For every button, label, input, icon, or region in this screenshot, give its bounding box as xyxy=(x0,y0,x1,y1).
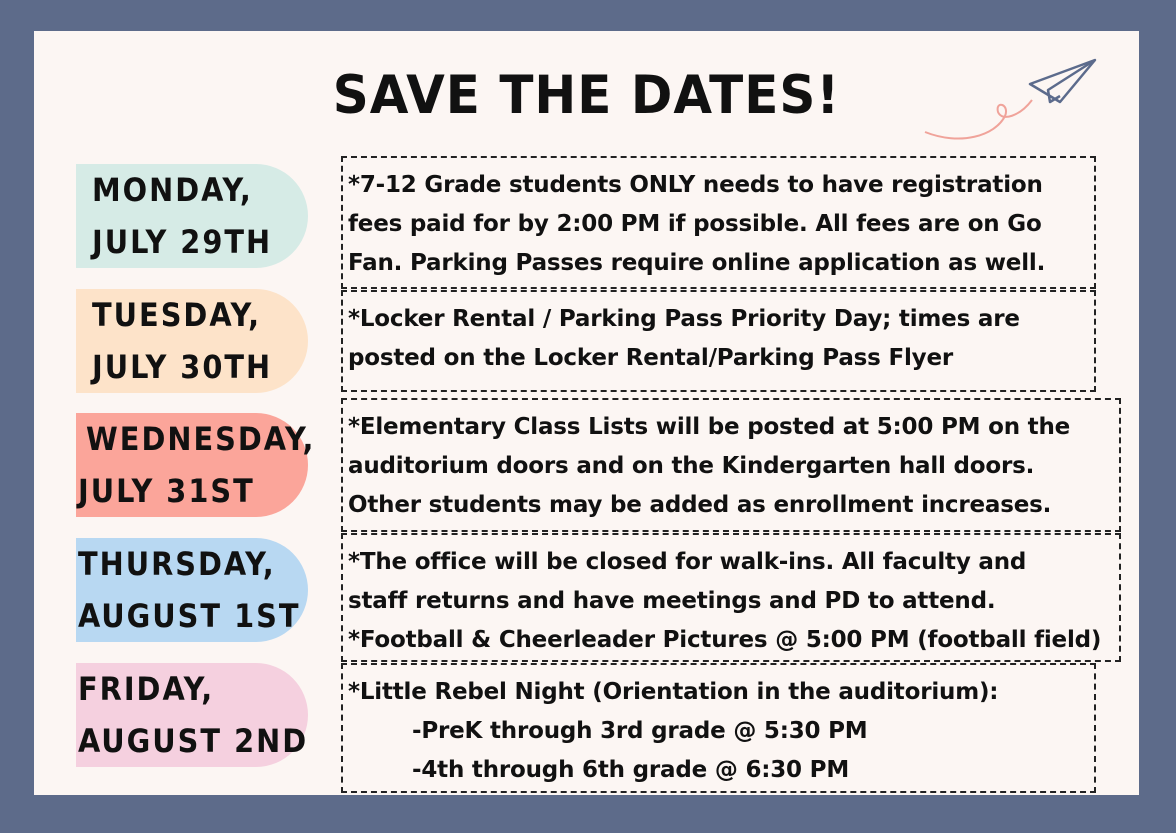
paper-plane-icon xyxy=(920,54,1100,144)
day-label-monday xyxy=(76,164,308,268)
day-date: AUGUST 1ST xyxy=(78,597,301,635)
day-name: MONDAY, xyxy=(92,171,253,209)
note-box-monday xyxy=(341,156,1096,289)
note-box-thursday xyxy=(341,533,1121,662)
note-box-tuesday xyxy=(341,290,1096,392)
note-line: *Elementary Class Lists will be posted at 5:00 PM on the xyxy=(348,414,1071,440)
day-date: JULY 31ST xyxy=(78,472,255,510)
note-line: auditorium doors and on the Kindergarten hall doors. xyxy=(348,453,1035,479)
day-date: JULY 30TH xyxy=(92,348,273,386)
day-date: AUGUST 2ND xyxy=(78,722,309,760)
day-label-thursday xyxy=(76,538,308,642)
page-title: SAVE THE DATES! xyxy=(332,64,841,126)
day-name: FRIDAY, xyxy=(78,670,215,708)
note-line: *Football & Cheerleader Pictures @ 5:00 PM (football field) xyxy=(348,627,1102,653)
note-line: *7-12 Grade students ONLY needs to have registration xyxy=(348,172,1043,198)
day-date: JULY 29TH xyxy=(92,223,273,261)
note-box-wednesday xyxy=(341,398,1121,532)
day-name: WEDNESDAY, xyxy=(86,420,316,458)
note-line: Fan. Parking Passes require online application as well. xyxy=(348,250,1046,276)
day-label-tuesday xyxy=(76,289,308,393)
note-line: posted on the Locker Rental/Parking Pass Flyer xyxy=(348,345,953,371)
note-box-friday xyxy=(341,663,1096,793)
note-line: fees paid for by 2:00 PM if possible. All fees are on Go xyxy=(348,211,1042,237)
note-line: -PreK through 3rd grade @ 5:30 PM xyxy=(412,718,868,744)
day-label-friday xyxy=(76,663,308,767)
note-line: *The office will be closed for walk-ins. All faculty and xyxy=(348,549,1027,575)
day-name: THURSDAY, xyxy=(78,545,276,583)
day-label-wednesday xyxy=(76,413,316,517)
note-line: *Little Rebel Night (Orientation in the auditorium): xyxy=(348,679,999,705)
day-name: TUESDAY, xyxy=(92,296,262,334)
note-line: staff returns and have meetings and PD to attend. xyxy=(348,588,996,614)
note-line: Other students may be added as enrollment increases. xyxy=(348,492,1052,518)
note-line: -4th through 6th grade @ 6:30 PM xyxy=(412,757,850,783)
note-line: *Locker Rental / Parking Pass Priority Day; times are xyxy=(348,306,1020,332)
